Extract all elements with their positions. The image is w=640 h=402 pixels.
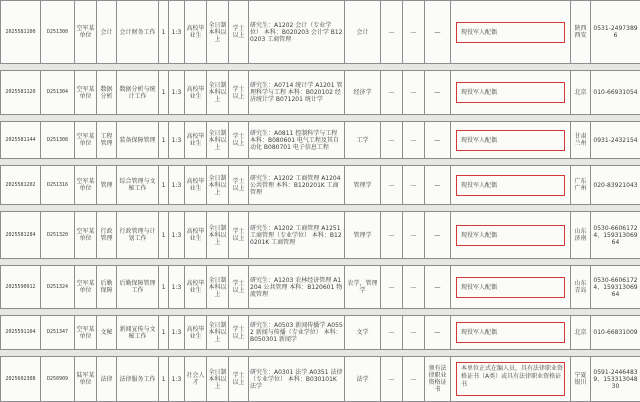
cell-degree: 学士以上 xyxy=(229,71,249,115)
cell-major: 研究生：A1202 工商管理 A1204 公共管理 本科：B120201K 工商管理 xyxy=(249,166,345,205)
cell-note xyxy=(451,357,571,402)
cell-school: 高校毕业生 xyxy=(185,316,207,350)
cell-d1: — xyxy=(381,212,403,259)
cell-n2: 1:3 xyxy=(169,266,185,309)
cell-code: D251304 xyxy=(41,71,75,115)
cell-phone: 0530-66061724，15931306964 xyxy=(591,212,640,259)
highlight-box: 现役军人配偶 xyxy=(456,175,565,196)
cell-type: 文秘 xyxy=(97,316,117,350)
table-row xyxy=(1,316,640,350)
table-row xyxy=(1,1,640,64)
table-segment xyxy=(0,315,640,350)
cell-d2: — xyxy=(403,212,425,259)
cell-school: 社会人才 xyxy=(185,357,207,402)
cell-edu: 全日制本科以上 xyxy=(207,71,229,115)
cell-id: 2025581284 xyxy=(1,212,41,259)
cell-loc: 山东济南 xyxy=(571,212,591,259)
cell-id: 2025581120 xyxy=(1,71,41,115)
cell-n1: 1 xyxy=(159,122,169,159)
cell-note xyxy=(451,166,571,205)
cell-n2: 1:3 xyxy=(169,122,185,159)
cell-note xyxy=(451,122,571,159)
data-table xyxy=(0,356,640,402)
cell-degree: 学士以上 xyxy=(229,1,249,64)
cell-d1: — xyxy=(381,1,403,64)
table-segment xyxy=(0,165,640,205)
cell-school: 高校毕业生 xyxy=(185,212,207,259)
cell-edu: 全日制本科以上 xyxy=(207,316,229,350)
cell-cat: 管理学 xyxy=(345,166,381,205)
cell-n1: 1 xyxy=(159,316,169,350)
cell-n1: 1 xyxy=(159,71,169,115)
table-segment xyxy=(0,0,640,64)
cell-loc: 山东青岛 xyxy=(571,266,591,309)
cell-edu: 全日制本科以上 xyxy=(207,357,229,402)
cell-loc: 甘肃兰州 xyxy=(571,122,591,159)
cell-type: 管理 xyxy=(97,166,117,205)
cell-loc: 广东广州 xyxy=(571,166,591,205)
cell-n1: 1 xyxy=(159,266,169,309)
cell-school: 高校毕业生 xyxy=(185,122,207,159)
cell-id: 2025581144 xyxy=(1,122,41,159)
cell-school: 高校毕业生 xyxy=(185,166,207,205)
table-segment xyxy=(0,70,640,115)
cell-n2: 1:3 xyxy=(169,316,185,350)
table-row xyxy=(1,166,640,205)
data-table xyxy=(0,211,640,259)
data-table xyxy=(0,0,640,64)
cell-post: 后勤保障管理工作 xyxy=(117,266,159,309)
cell-edu: 全日制本科以上 xyxy=(207,212,229,259)
cell-degree: 学士以上 xyxy=(229,212,249,259)
cell-unit: 空军某单位 xyxy=(75,166,97,205)
cell-n2: 1:3 xyxy=(169,71,185,115)
cell-degree: 学士以上 xyxy=(229,316,249,350)
cell-major: 研究生：A1202 会计（专业学位） 本科：B020203 会计学 B120203 工商管理 xyxy=(249,1,345,64)
table-segment xyxy=(0,211,640,259)
cell-unit: 空军某单位 xyxy=(75,122,97,159)
cell-major: 研究生：A1203 农林经济管理 A1204 公共管理 本科：B120601 物流管理 xyxy=(249,266,345,309)
cell-d2: — xyxy=(403,357,425,402)
cell-post: 会计财务工作 xyxy=(117,1,159,64)
cell-type: 法律 xyxy=(97,357,117,402)
cell-school: 高校毕业生 xyxy=(185,266,207,309)
table-row xyxy=(1,212,640,259)
cell-major: 研究生：A0811 控制科学与工程 本科：B080601 电气工程及其自动化 B080701 电子信息工程 xyxy=(249,122,345,159)
cell-d2: — xyxy=(403,71,425,115)
cell-n1: 1 xyxy=(159,212,169,259)
cell-d3: — xyxy=(425,266,451,309)
cell-school: 高校毕业生 xyxy=(185,71,207,115)
highlight-box: 现役军人配偶 xyxy=(456,130,565,151)
cell-loc: 宁夏银川 xyxy=(571,357,591,402)
data-table xyxy=(0,315,640,350)
cell-degree: 学士以上 xyxy=(229,122,249,159)
cell-major: 研究生：A0301 法学 A0351 法律（专业学位） 本科：B030101K 法学 xyxy=(249,357,345,402)
cell-unit: 空军某单位 xyxy=(75,71,97,115)
cell-major: 研究生：A1202 工商管理 A1251 工商管理（专业学位） 本科：B120201K 工商管理 xyxy=(249,212,345,259)
cell-major: 研究生：A0503 新闻传播学 A0552 新闻与传播（专业学位） 本科：B050301 新闻学 xyxy=(249,316,345,350)
cell-type: 后勤保障 xyxy=(97,266,117,309)
cell-type: 行政管理 xyxy=(97,212,117,259)
cell-phone: 0931-2432154 xyxy=(591,122,640,159)
cell-unit: 陆军某单位 xyxy=(75,357,97,402)
cell-post: 数据分析与统计工作 xyxy=(117,71,159,115)
table-row xyxy=(1,122,640,159)
highlight-box: 现役军人配偶 xyxy=(456,225,565,246)
cell-note xyxy=(451,212,571,259)
cell-d3: — xyxy=(425,122,451,159)
table-row xyxy=(1,71,640,115)
cell-d2: — xyxy=(403,316,425,350)
cell-degree: 学士以上 xyxy=(229,166,249,205)
cell-phone: 0531-24973896 xyxy=(591,1,640,64)
cell-post: 法律服务工作 xyxy=(117,357,159,402)
cell-d2: — xyxy=(403,1,425,64)
cell-n1: 1 xyxy=(159,1,169,64)
cell-d2: — xyxy=(403,166,425,205)
cell-n2: 1:3 xyxy=(169,1,185,64)
cell-d3: — xyxy=(425,71,451,115)
cell-unit: 空军某单位 xyxy=(75,1,97,64)
cell-edu: 全日制本科以上 xyxy=(207,1,229,64)
table-row xyxy=(1,357,640,402)
data-table xyxy=(0,165,640,205)
cell-unit: 空军某单位 xyxy=(75,316,97,350)
cell-code: D251308 xyxy=(41,122,75,159)
cell-edu: 全日制本科以上 xyxy=(207,166,229,205)
cell-cat: 文学 xyxy=(345,316,381,350)
cell-phone: 010-66931054 xyxy=(591,71,640,115)
cell-id: 2025591104 xyxy=(1,316,41,350)
cell-id: 2025581100 xyxy=(1,1,41,64)
table-segment xyxy=(0,356,640,402)
data-table xyxy=(0,121,640,159)
highlight-box: 现役军人配偶 xyxy=(456,22,565,43)
cell-n2: 1:3 xyxy=(169,166,185,205)
cell-school: 高校毕业生 xyxy=(185,1,207,64)
cell-cat: 会计 xyxy=(345,1,381,64)
cell-cat: 法学 xyxy=(345,357,381,402)
cell-id: 2025602308 xyxy=(1,357,41,402)
cell-d3: — xyxy=(425,1,451,64)
highlight-box: 现役军人配偶 xyxy=(456,277,565,298)
cell-id: 2025581202 xyxy=(1,166,41,205)
cell-d1: — xyxy=(381,166,403,205)
cell-id: 2025590912 xyxy=(1,266,41,309)
highlight-box: 现役军人配偶 xyxy=(456,82,565,103)
cell-edu: 全日制本科以上 xyxy=(207,266,229,309)
cell-cat: 农学，管理学 xyxy=(345,266,381,309)
cell-cat: 经济学 xyxy=(345,71,381,115)
data-table xyxy=(0,265,640,309)
cell-degree: 学士以上 xyxy=(229,357,249,402)
cell-note xyxy=(451,1,571,64)
cell-note xyxy=(451,71,571,115)
table-segment xyxy=(0,121,640,159)
cell-phone: 010-66831009 xyxy=(591,316,640,350)
cell-unit: 空军某单位 xyxy=(75,266,97,309)
cell-loc: 北京 xyxy=(571,71,591,115)
cell-d3: — xyxy=(425,316,451,350)
highlight-box: 本单位正式在编人员，具有法律职业资格证书（A类）或具有法律职业资格证书 xyxy=(456,362,565,396)
cell-n1: 1 xyxy=(159,166,169,205)
data-table xyxy=(0,70,640,115)
cell-d1: — xyxy=(381,266,403,309)
table-row xyxy=(1,266,640,309)
cell-code: D251347 xyxy=(41,316,75,350)
cell-type: 会计 xyxy=(97,1,117,64)
cell-post: 行政管理与计划工作 xyxy=(117,212,159,259)
cell-d1: — xyxy=(381,122,403,159)
cell-d3: — xyxy=(425,212,451,259)
cell-note xyxy=(451,266,571,309)
cell-phone: 0591-24464839，15331304830 xyxy=(591,357,640,402)
cell-n2: 1:3 xyxy=(169,212,185,259)
cell-loc: 北京 xyxy=(571,316,591,350)
cell-post: 装备保障管理 xyxy=(117,122,159,159)
cell-n1: 1 xyxy=(159,357,169,402)
cell-loc: 陕西西安 xyxy=(571,1,591,64)
cell-type: 数据分析 xyxy=(97,71,117,115)
cell-major: 研究生：A0714 统计学 A1201 管理科学与工程 本科：B020102 经济统计学 B071201 统计学 xyxy=(249,71,345,115)
cell-post: 综合管理与文秘工作 xyxy=(117,166,159,205)
cell-code: D250909 xyxy=(41,357,75,402)
cell-type: 工程管理 xyxy=(97,122,117,159)
cell-note xyxy=(451,316,571,350)
cell-n2: 1:3 xyxy=(169,357,185,402)
highlight-box: 现役军人配偶 xyxy=(456,322,565,343)
cell-d3: — xyxy=(425,166,451,205)
cell-phone: 0530-66061724，15931306964 xyxy=(591,266,640,309)
cell-edu: 全日制本科以上 xyxy=(207,122,229,159)
cell-cat: 管理学 xyxy=(345,212,381,259)
cell-d3: 须有法律职业资格证书 xyxy=(425,357,451,402)
cell-degree: 学士以上 xyxy=(229,266,249,309)
cell-phone: 020-83921043 xyxy=(591,166,640,205)
cell-post: 新闻宣传与文秘工作 xyxy=(117,316,159,350)
cell-code: D251300 xyxy=(41,1,75,64)
cell-code: D251324 xyxy=(41,266,75,309)
cell-code: D251320 xyxy=(41,212,75,259)
cell-d1: — xyxy=(381,316,403,350)
cell-d2: — xyxy=(403,266,425,309)
cell-cat: 工学 xyxy=(345,122,381,159)
cell-code: D251316 xyxy=(41,166,75,205)
table-segment xyxy=(0,265,640,309)
cell-d2: — xyxy=(403,122,425,159)
cell-d1: — xyxy=(381,357,403,402)
cell-d1: — xyxy=(381,71,403,115)
cell-unit: 空军某单位 xyxy=(75,212,97,259)
